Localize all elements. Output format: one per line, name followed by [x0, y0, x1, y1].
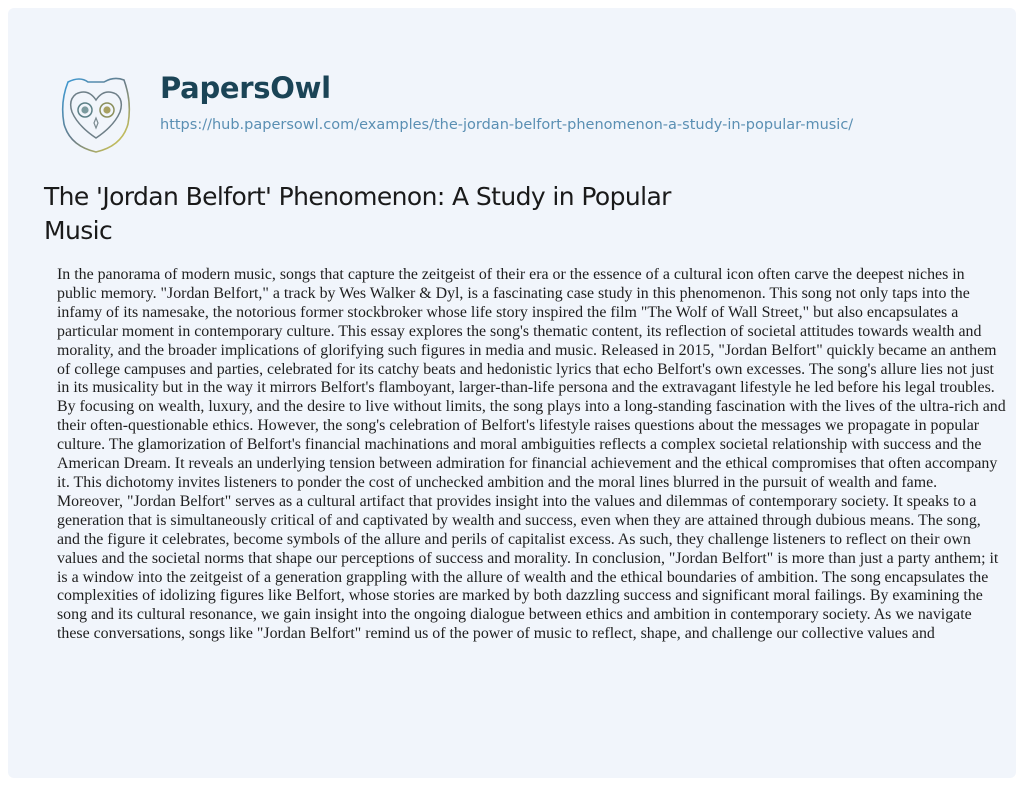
brand-block [160, 72, 980, 136]
owl-logo-icon [58, 72, 134, 156]
brand-name[interactable]: PapersOwl [160, 71, 331, 105]
page-title: The 'Jordan Belfort' Phenomenon: A Study in Popular Music [44, 182, 671, 245]
document-panel [8, 8, 1016, 778]
source-url-link[interactable]: https://hub.papersowl.com/examples/the-jordan-belfort-phenomenon-a-study-in-popular-music/ [160, 117, 854, 133]
essay-body: In the panorama of modern music, songs that capture the zeitgeist of their era or the essence of a cultural icon often carve the deepest niches in public memory. "Jordan Belfort," a track by Wes Walker & Dyl, is a fascinating case study in this phenomenon. This song not only taps into the infamy of its namesake, the notorious former stockbroker whose life story inspired the film "The Wolf of Wall Street," but also encapsulates a particular moment in contemporary culture. This essay explores the song's thematic content, its reflection of societal attitudes towards wealth and morality, and the broader implications of glorifying such figures in media and music. Released in 2015, "Jordan Belfort" quickly became an anthem of college campuses and parties, celebrated for its catchy beats and hedonistic lyrics that echo Belfort's own excesses. The song's allure lies not just in its musicality but in the way it mirrors Belfort's flamboyant, larger-than-life persona and the extravagant lifestyle he led before his legal troubles. By focusing on wealth, luxury, and the desire to live without limits, the song plays into a long-standing fascination with the lives of the ultra-rich and their often-questionable ethics. However, the song's celebration of Belfort's lifestyle raises questions about the messages we propagate in popular culture. The glamorization of Belfort's financial machinations and moral ambiguities reflects a complex societal relationship with success and the American Dream. It reveals an underlying tension between admiration for financial achievement and the ethical compromises that often accompany it. This dichotomy invites listeners to ponder the cost of unchecked ambition and the moral lines blurred in the pursuit of wealth and fame. Moreover, "Jordan Belfort" serves as a cultural artifact that provides insight into the values and dilemmas of contemporary society. It speaks to a generation that is simultaneously critical of and captivated by wealth and success, even when they are attained through dubious means. The song, and the figure it celebrates, become symbols of the allure and perils of capitalist excess. As such, they challenge listeners to reflect on their own values and the societal norms that shape our perceptions of success and morality. In conclusion, "Jordan Belfort" is more than just a party anthem; it is a window into the zeitgeist of a generation grappling with the allure of wealth and the ethical boundaries of ambition. The song encapsulates the complexities of idolizing figures like Belfort, whose stories are marked by both dazzling success and significant moral failings. By examining the song and its cultural resonance, we gain insight into the ongoing dialogue between ethics and ambition in contemporary society. As we navigate these conversations, songs like "Jordan Belfort" remind us of the power of music to reflect, shape, and challenge our collective values and [57, 266, 1006, 643]
